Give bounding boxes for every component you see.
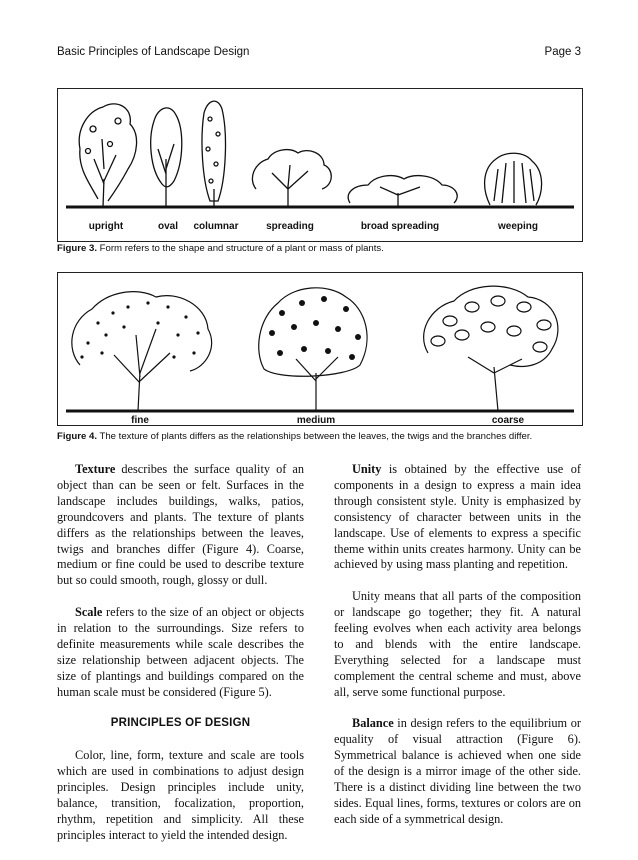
fig3-label-columnar: columnar bbox=[193, 221, 239, 232]
scale-paragraph bbox=[57, 605, 304, 700]
unity-paragraph bbox=[334, 462, 581, 573]
spreading-tree-drawing bbox=[252, 150, 331, 207]
scale-text: refers to the size of an object or objects in relation to the surroundings. Size refers to definite measurements while scale describes the size relationship between adjacent objects. The size of plantings and buildings compared on the human scale must be considered (Figure 5). bbox=[57, 605, 304, 699]
texture-text: describes the surface quality of an object than can be seen or felt. Surfaces in the landscape includes buildings, walks, patios, groundcovers and plants. The texture of plants differs as the relationships between the leaves, twigs and branches differ (Figure 4). Coarse, medium or fine could be used to describe texture but so could smooth, rough, glossy or dull. bbox=[57, 462, 304, 588]
fig3-label-spreading: spreading bbox=[266, 221, 314, 232]
figure-3-caption-label: Figure 3. bbox=[57, 243, 97, 254]
fig4-label-coarse: coarse bbox=[491, 415, 525, 425]
principles-section-heading: PRINCIPLES OF DESIGN bbox=[110, 717, 251, 730]
columnar-tree-drawing bbox=[202, 101, 225, 207]
fig3-label-broad-spreading: broad spreading bbox=[360, 221, 440, 232]
medium-texture-tree-drawing bbox=[259, 288, 367, 411]
figure-3-plant-forms bbox=[57, 88, 583, 242]
broad-spreading-tree-drawing bbox=[348, 176, 457, 207]
principles-paragraph: Color, line, form, texture and scale are tools which are used in combinations to adjust design principles. Design principles include unity, balance, transition, focalization, proportion, rhythm, repetition and simplicity. All these principles interact to yield the intended design. bbox=[57, 748, 304, 842]
upright-tree-drawing bbox=[79, 104, 136, 207]
figure-4-caption-text: The texture of plants differs as the relationships between the leaves, the twigs and the branches differ. bbox=[99, 431, 533, 442]
plant-forms-illustration bbox=[58, 89, 582, 241]
figure-4-caption bbox=[57, 431, 581, 442]
balance-text: in design refers to the equilibrium or equality of visual attraction (Figure 6). Symmetrical balance is achieved when one side of the design is a mirror image of the other side. There is a distinct dividing line between the two sides. Equal lines, forms, textures or colors are on each side of a symmetrical design. bbox=[334, 716, 581, 826]
fig4-label-medium: medium bbox=[296, 415, 336, 425]
texture-paragraph bbox=[57, 462, 304, 589]
page-number: Page 3 bbox=[544, 46, 581, 58]
plant-textures-illustration bbox=[58, 273, 582, 425]
weeping-tree-drawing bbox=[485, 153, 542, 205]
fig3-label-weeping: weeping bbox=[497, 221, 539, 232]
balance-paragraph bbox=[334, 716, 581, 827]
unity-term: Unity bbox=[352, 462, 382, 476]
fig3-label-upright: upright bbox=[88, 221, 124, 232]
coarse-texture-tree-drawing bbox=[424, 286, 558, 411]
oval-tree-drawing bbox=[151, 108, 182, 207]
texture-term: Texture bbox=[75, 462, 116, 476]
figure-3-caption bbox=[57, 243, 581, 254]
fine-texture-tree-drawing bbox=[72, 292, 212, 411]
scale-term: Scale bbox=[75, 605, 103, 620]
left-text-column bbox=[57, 462, 304, 860]
figure-3-caption-text: Form refers to the shape and structure of a plant or mass of plants. bbox=[99, 243, 384, 254]
figure-4-caption-label: Figure 4. bbox=[57, 431, 97, 442]
right-text-column bbox=[334, 462, 581, 844]
unity-text: is obtained by the effective use of components in a design to express a main idea through consistent style. Unity is emphasized by consistency of character between units in the landscape. Use of elements to express a specific theme within units creates harmony. Unity can be achieved by using mass planting and repetition. bbox=[334, 462, 581, 572]
fig3-label-oval: oval bbox=[157, 221, 179, 232]
running-header-title: Basic Principles of Landscape Design bbox=[57, 46, 250, 58]
figure-4-plant-textures bbox=[57, 272, 583, 426]
balance-term: Balance bbox=[352, 716, 394, 731]
unity-paragraph-2: Unity means that all parts of the composition or landscape go together; they fit. A natural feeling evolves when each activity area belongs to and blends with the entire landscape. Everything selected for a landscape must complement the central scheme and must, above all, serve some functional purpose. bbox=[334, 589, 581, 699]
fig4-label-fine: fine bbox=[131, 415, 149, 425]
